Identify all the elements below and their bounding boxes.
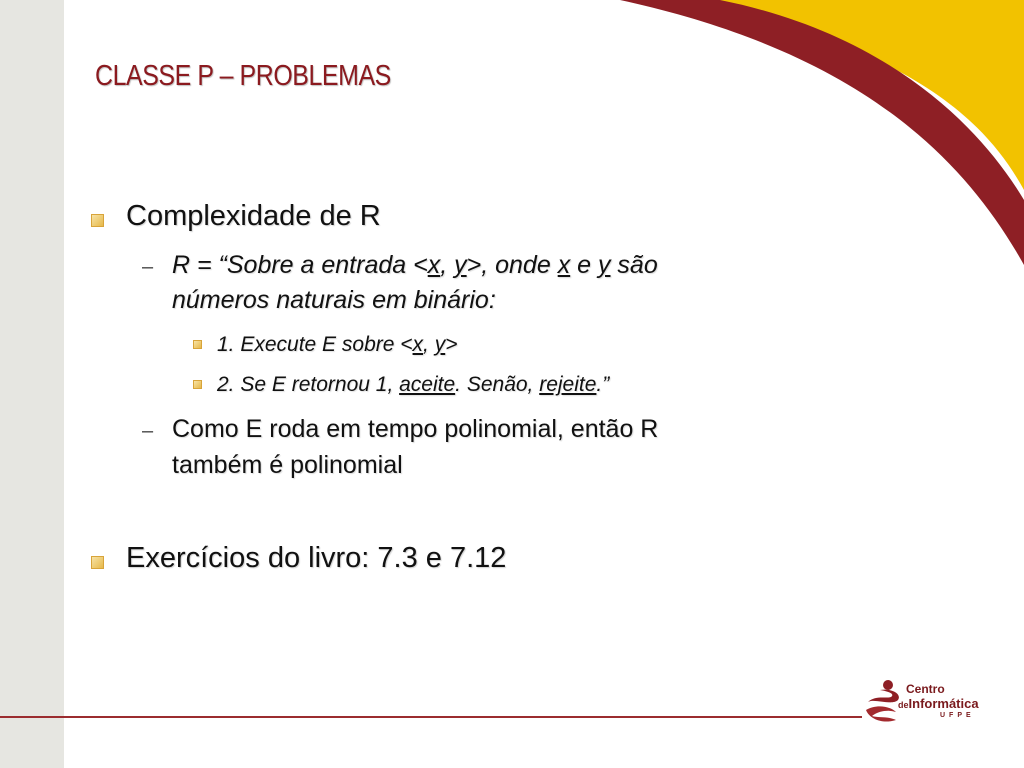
logo-head <box>883 680 893 690</box>
r-definition-line2: números naturais em binário: <box>172 286 496 314</box>
r-def-var-x: x <box>427 251 441 279</box>
logo-informatica-word: Informática <box>908 696 979 711</box>
step1-text-a: 1. Execute E sobre < <box>217 333 413 356</box>
bullet-exercicios: Exercícios do livro: 7.3 e 7.12 <box>126 542 507 574</box>
step-bullet-icon <box>193 340 202 349</box>
r-def-text-a: R = “Sobre a entrada < <box>172 251 428 279</box>
r-def-text-d: e <box>570 251 598 279</box>
r-definition-line1 <box>172 251 658 280</box>
step2-text-c: .” <box>596 373 610 396</box>
r-def-var-y: y <box>454 251 467 279</box>
bullet-square-icon <box>91 214 104 227</box>
step1-var-x: x <box>412 333 424 356</box>
dash-bullet-icon: – <box>142 420 154 442</box>
bullet-square-icon <box>91 556 104 569</box>
logo-ufpe: UFPE <box>940 712 975 719</box>
logo-centro: Centro <box>906 682 945 696</box>
r-def-text-b: , <box>440 251 455 279</box>
step1-text-b: , <box>423 333 435 356</box>
step-2 <box>217 373 609 397</box>
step2-accept: aceite <box>399 373 456 396</box>
bullet-complexidade: Complexidade de R <box>126 200 381 232</box>
step2-text-b: . Senão, <box>455 373 540 396</box>
dash-bullet-icon: – <box>142 256 154 278</box>
como-line2: também é polinomial <box>172 451 403 479</box>
step2-text-a: 2. Se E retornou 1, <box>217 373 400 396</box>
footer-divider-line <box>0 716 862 718</box>
logo-lower-swirl <box>866 706 896 721</box>
r-def-text-c: >, onde <box>466 251 558 279</box>
r-def-text-e: são <box>610 251 658 279</box>
r-def-var-x2: x <box>557 251 571 279</box>
step1-var-y: y <box>434 333 446 356</box>
logo-informatica <box>898 697 979 712</box>
step2-reject: rejeite <box>539 373 597 396</box>
logo-upper-swirl <box>868 690 899 703</box>
step1-text-c: > <box>445 333 458 356</box>
slide-title: CLASSE P – PROBLEMAS <box>95 60 391 92</box>
como-line1: Como E roda em tempo polinomial, então R <box>172 415 659 443</box>
r-def-var-y2: y <box>597 251 611 279</box>
step-1 <box>217 333 457 357</box>
logo-de: de <box>898 700 909 710</box>
step-bullet-icon <box>193 380 202 389</box>
